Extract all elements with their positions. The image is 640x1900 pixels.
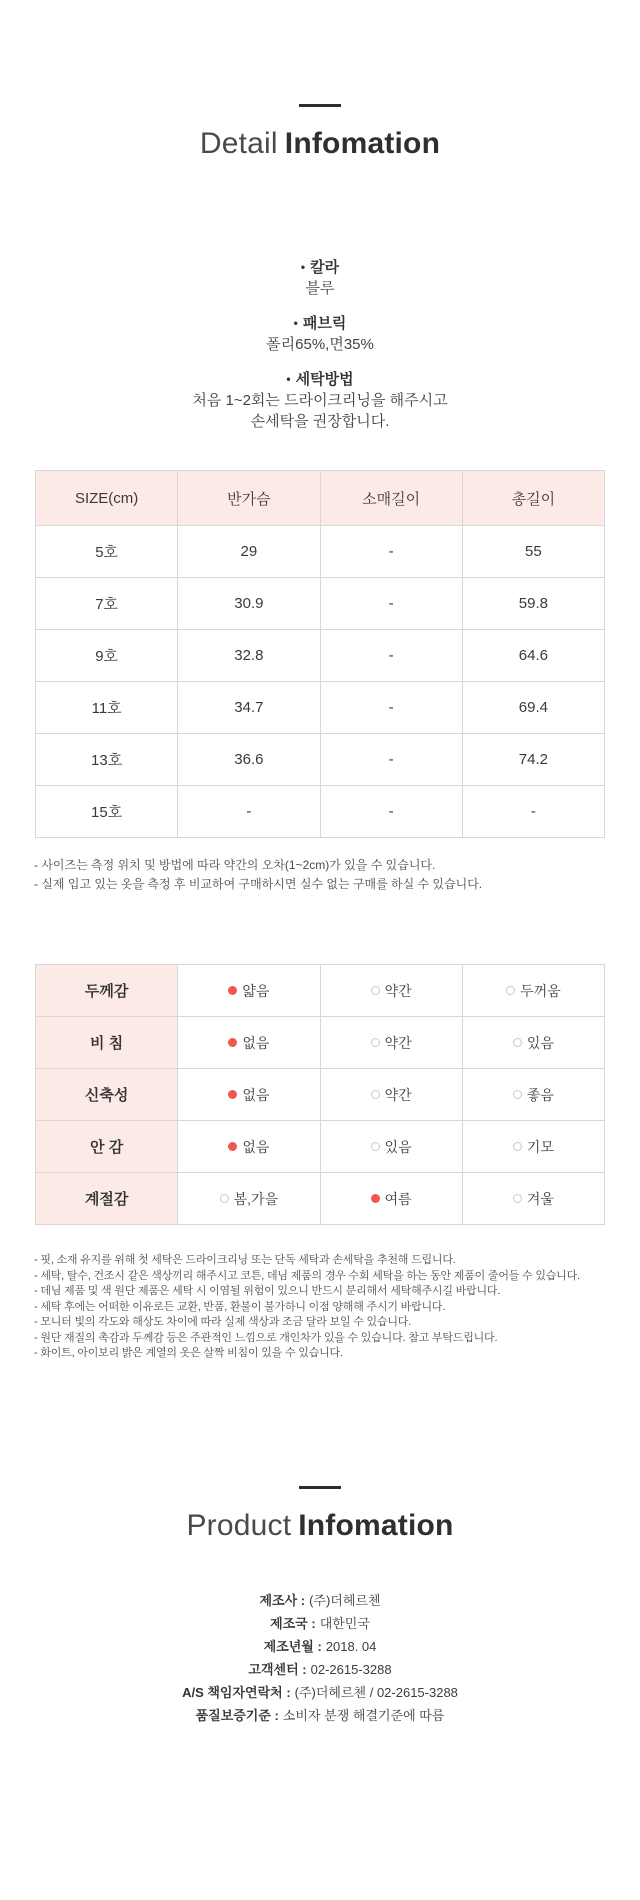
product-info-row-date	[0, 1635, 640, 1658]
attribute-option	[178, 1069, 320, 1121]
info-value: (주)더헤르첸 / 02-2615-3288	[294, 1684, 458, 1700]
table-row	[36, 734, 605, 786]
info-label: 품질보증기준 :	[195, 1707, 279, 1723]
table-row	[36, 1121, 605, 1173]
radio-unselected-icon	[371, 1142, 380, 1151]
care-note-line: - 핏, 소재 유지를 위해 첫 세탁은 드라이크리닝 또는 단독 세탁과 손세탁을 추천해 드립니다.	[34, 1254, 456, 1266]
attribute-label: 두께감	[36, 965, 178, 1017]
detail-info-section	[0, 104, 640, 432]
option-label: 겨울	[526, 1190, 554, 1207]
radio-unselected-icon	[506, 986, 515, 995]
option-label: 약간	[384, 982, 412, 999]
size-cell: 74.2	[462, 734, 604, 786]
size-table	[35, 470, 605, 838]
radio-selected-icon	[228, 1038, 237, 1047]
size-cell: 29	[178, 526, 320, 578]
size-table-header: SIZE(cm)	[36, 471, 178, 526]
table-row	[36, 526, 605, 578]
attribute-label: 안 감	[36, 1121, 178, 1173]
care-note-line: - 모니터 빛의 각도와 해상도 차이에 따라 실제 색상과 조금 달라 보일 수 있습니다.	[34, 1316, 412, 1328]
attribute-option	[462, 965, 604, 1017]
detail-item-fabric	[0, 313, 640, 355]
product-section-title	[0, 1509, 640, 1543]
detail-item-label	[0, 257, 640, 278]
table-row	[36, 630, 605, 682]
size-cell: -	[320, 682, 462, 734]
info-value: (주)더헤르첸	[309, 1592, 381, 1608]
attribute-option	[462, 1017, 604, 1069]
size-cell: 11호	[36, 682, 178, 734]
size-cell: 9호	[36, 630, 178, 682]
info-label: 제조사 :	[259, 1592, 306, 1608]
attribute-label: 계절감	[36, 1173, 178, 1225]
size-cell: 36.6	[178, 734, 320, 786]
product-info-row-country	[0, 1612, 640, 1635]
detail-item-value: 블루	[305, 280, 335, 297]
table-row	[36, 1173, 605, 1225]
product-info-row-warranty	[0, 1704, 640, 1727]
radio-unselected-icon	[513, 1142, 522, 1151]
radio-unselected-icon	[371, 986, 380, 995]
size-cell: 13호	[36, 734, 178, 786]
option-label: 여름	[384, 1190, 412, 1207]
option-label: 기모	[526, 1138, 554, 1155]
detail-item-value: 처음 1~2회는 드라이크리닝을 해주시고	[192, 392, 448, 409]
attribute-option	[178, 1017, 320, 1069]
product-info-row-customer-center	[0, 1658, 640, 1681]
detail-item-label-text: 패브릭	[302, 315, 347, 332]
size-cell: 55	[462, 526, 604, 578]
table-row	[36, 578, 605, 630]
table-row	[36, 1069, 605, 1121]
product-info-section	[0, 1486, 640, 1727]
option-label: 없음	[242, 1086, 270, 1103]
attribute-option	[178, 1121, 320, 1173]
attribute-option	[320, 1121, 462, 1173]
info-label: A/S 책임자연락처 :	[182, 1684, 291, 1700]
table-row	[36, 1017, 605, 1069]
option-label: 봄,가을	[233, 1190, 279, 1207]
detail-item-value: 폴리65%,면35%	[266, 336, 374, 353]
bullet-icon: •	[293, 316, 298, 330]
option-label: 두꺼움	[520, 982, 561, 999]
attribute-option	[462, 1069, 604, 1121]
title-word-bold: Infomation	[298, 1508, 454, 1542]
info-value: 2018. 04	[325, 1638, 377, 1654]
radio-unselected-icon	[513, 1090, 522, 1099]
detail-item-color	[0, 257, 640, 299]
title-word-light: Product	[186, 1508, 292, 1542]
table-row	[36, 682, 605, 734]
section-divider	[299, 1486, 341, 1489]
option-label: 없음	[242, 1034, 270, 1051]
size-cell: -	[320, 786, 462, 838]
detail-item-value: 손세탁을 권장합니다.	[250, 413, 390, 430]
size-cell: -	[462, 786, 604, 838]
attribute-option	[320, 965, 462, 1017]
radio-selected-icon	[371, 1194, 380, 1203]
radio-unselected-icon	[220, 1194, 229, 1203]
attribute-option	[178, 965, 320, 1017]
size-cell: 64.6	[462, 630, 604, 682]
detail-section-title	[0, 127, 640, 161]
title-word-bold: Infomation	[284, 127, 441, 160]
size-table-header: 반가슴	[178, 471, 320, 526]
info-value: 02-2615-3288	[310, 1661, 392, 1677]
attribute-option	[462, 1121, 604, 1173]
info-label: 고객센터 :	[248, 1661, 307, 1677]
attribute-label: 비 침	[36, 1017, 178, 1069]
product-info-row-as-contact	[0, 1681, 640, 1704]
option-label: 있음	[384, 1138, 412, 1155]
bullet-icon: •	[300, 260, 306, 274]
info-label: 제조년월 :	[263, 1638, 322, 1654]
size-cell: 32.8	[178, 630, 320, 682]
care-note-line: - 데님 제품 및 색 원단 제품은 세탁 시 이염될 위험이 있으니 반드시 분리해서 세탁해주시길 바랍니다.	[34, 1285, 501, 1297]
detail-item-label	[0, 313, 640, 334]
size-cell: -	[320, 734, 462, 786]
table-row	[36, 965, 605, 1017]
size-note-line: - 사이즈는 측정 위치 및 방법에 따라 약간의 오차(1~2cm)가 있을 수 있습니다.	[34, 858, 436, 872]
table-row	[36, 786, 605, 838]
size-cell: -	[320, 630, 462, 682]
size-table-header: 소매길이	[320, 471, 462, 526]
care-note-line: - 세탁, 탈수, 건조시 같은 색상끼리 해주시고 코튼, 데님 제품의 경우 수회 세탁을 하는 동안 제품이 줄어들 수 있습니다.	[34, 1269, 580, 1282]
section-divider	[299, 104, 341, 107]
attribute-option	[178, 1173, 320, 1225]
info-value: 대한민국	[319, 1615, 370, 1631]
size-cell: -	[320, 526, 462, 578]
detail-item-label-text: 칼라	[310, 259, 340, 276]
attribute-option	[462, 1173, 604, 1225]
attribute-option	[320, 1017, 462, 1069]
size-cell: -	[320, 578, 462, 630]
size-cell: 5호	[36, 526, 178, 578]
radio-selected-icon	[228, 986, 237, 995]
option-label: 약간	[384, 1034, 412, 1051]
care-note-line: - 원단 재질의 촉감과 두께감 등은 주관적인 느낌으로 개인차가 있을 수 있습니다. 참고 부탁드립니다.	[34, 1331, 498, 1344]
care-note-line: - 세탁 후에는 어떠한 이유로든 교환, 반품, 환불이 불가하니 이점 양해해 주시기 바랍니다.	[34, 1300, 446, 1313]
size-cell: 7호	[36, 578, 178, 630]
option-label: 좋음	[526, 1086, 554, 1103]
radio-unselected-icon	[513, 1194, 522, 1203]
info-value: 소비자 분쟁 해결기준에 따름	[282, 1707, 445, 1723]
radio-selected-icon	[228, 1090, 237, 1099]
size-cell: 30.9	[178, 578, 320, 630]
title-word-light: Detail	[199, 127, 278, 160]
option-label: 약간	[384, 1086, 412, 1103]
attribute-table	[35, 964, 605, 1225]
size-cell: -	[178, 786, 320, 838]
radio-unselected-icon	[371, 1038, 380, 1047]
radio-unselected-icon	[371, 1090, 380, 1099]
size-table-header-row	[36, 471, 605, 526]
size-cell: 15호	[36, 786, 178, 838]
detail-bullet-list	[0, 257, 640, 432]
size-cell: 59.8	[462, 578, 604, 630]
radio-unselected-icon	[513, 1038, 522, 1047]
attribute-option	[320, 1069, 462, 1121]
size-notes	[34, 856, 606, 894]
option-label: 얇음	[242, 982, 270, 999]
attribute-label: 신축성	[36, 1069, 178, 1121]
size-cell: 34.7	[178, 682, 320, 734]
size-note-line: - 실제 입고 있는 옷을 측정 후 비교하여 구매하시면 실수 없는 구매를 하실 수 있습니다.	[34, 877, 483, 891]
detail-item-label	[0, 369, 640, 390]
bullet-icon: •	[286, 372, 291, 386]
detail-item-label-text: 세탁방법	[295, 371, 354, 388]
radio-selected-icon	[228, 1142, 237, 1151]
option-label: 있음	[526, 1034, 554, 1051]
product-info-list	[0, 1589, 640, 1727]
care-note-line: - 화이트, 아이보리 밝은 계열의 옷은 살짝 비침이 있을 수 있습니다.	[34, 1347, 343, 1359]
size-table-header: 총길이	[462, 471, 604, 526]
size-cell: 69.4	[462, 682, 604, 734]
care-notes	[34, 1253, 606, 1362]
detail-item-washing	[0, 369, 640, 432]
attribute-option	[320, 1173, 462, 1225]
product-info-row-manufacturer	[0, 1589, 640, 1612]
info-label: 제조국 :	[270, 1615, 316, 1631]
option-label: 없음	[242, 1138, 270, 1155]
